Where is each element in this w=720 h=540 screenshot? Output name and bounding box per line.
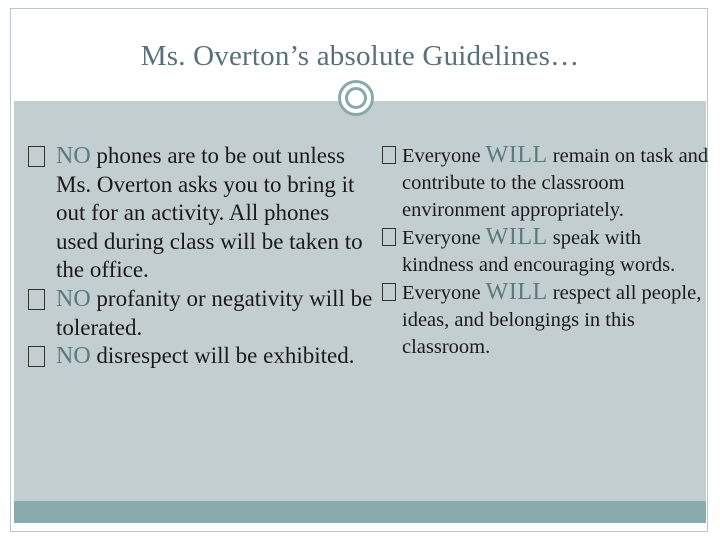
item-text: phones are to be out unless Ms. Overton asks you to bring it out for an activity. All phones used during class will be taken to the office. (56, 143, 363, 283)
slide-title: Ms. Overton’s absolute Guidelines… (140, 40, 580, 72)
box-bullet-icon (28, 146, 45, 167)
item-strong: NO (56, 285, 91, 312)
list-item (28, 285, 373, 342)
list-item (28, 342, 373, 371)
item-prefix: Everyone (402, 282, 486, 304)
list-item (28, 142, 373, 285)
box-bullet-icon (382, 228, 396, 246)
item-strong: NO (56, 143, 91, 169)
item-strong: WILL (485, 279, 548, 305)
ring-inner (345, 87, 367, 109)
left-column (28, 142, 373, 371)
item-prefix: Everyone (402, 145, 486, 167)
box-bullet-icon (28, 289, 45, 310)
item-strong: WILL (485, 224, 548, 250)
item-text: remain on task and contribute to the classroom environment appropriately. (402, 145, 709, 221)
right-column (382, 142, 712, 361)
item-strong: WILL (485, 142, 548, 168)
box-bullet-icon (28, 346, 45, 367)
ring-ornament-icon (338, 80, 374, 116)
list-item (382, 142, 712, 224)
item-text: respect all people, ideas, and belongings in this classroom. (402, 282, 702, 358)
item-text: disrespect will be exhibited. (90, 343, 355, 369)
item-strong: NO (56, 343, 91, 370)
footer-bar (14, 501, 706, 523)
box-bullet-icon (382, 146, 396, 164)
list-item (382, 224, 712, 279)
item-text: profanity or negativity will be tolerated. (56, 285, 373, 340)
item-text: speak with kindness and encouraging words. (402, 227, 676, 276)
item-prefix: Everyone (402, 227, 486, 249)
box-bullet-icon (382, 283, 396, 301)
list-item (382, 279, 712, 361)
